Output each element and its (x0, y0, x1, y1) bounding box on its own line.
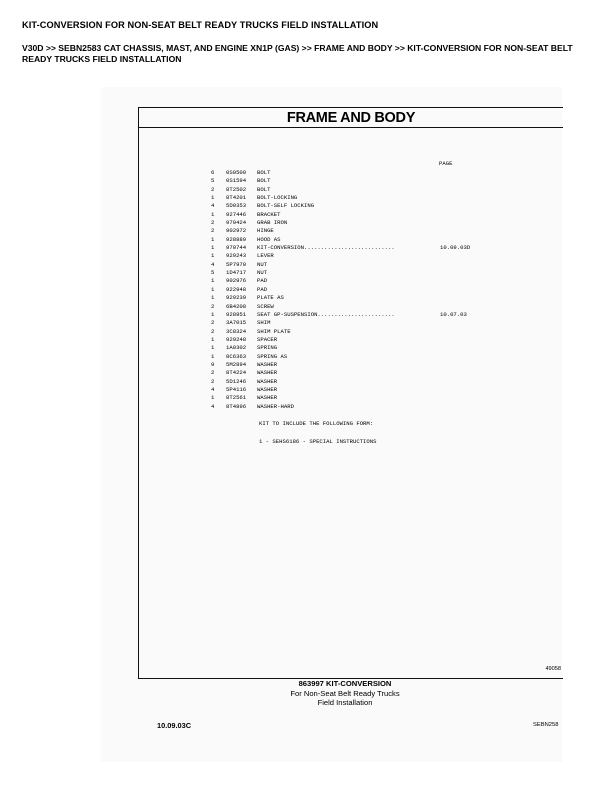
part-qty: 2 (211, 219, 215, 227)
caption-subtitle-2: Field Installation (317, 698, 373, 707)
part-description: SPACER (257, 335, 278, 343)
part-number: 8T2502 (226, 185, 247, 193)
part-qty: 1 (211, 244, 215, 252)
part-qty: 5 (211, 269, 215, 277)
part-qty: 5 (211, 177, 215, 185)
part-description: NUT (257, 260, 268, 268)
caption-subtitle: For Non-Seat Belt Ready Trucks (290, 688, 400, 698)
part-number: 8T4224 (226, 369, 247, 377)
part-number: 922948 (226, 285, 247, 293)
part-description: KIT-CONVERSION........................... (257, 244, 395, 252)
part-qty: 4 (211, 385, 215, 393)
section-title: FRAME AND BODY (286, 110, 416, 126)
part-qty: 4 (211, 260, 215, 268)
part-number: 5D0353 (226, 202, 247, 210)
part-description: GRAB IRON (257, 219, 288, 227)
part-number: 3A7015 (226, 319, 247, 327)
part-number: 8C6363 (226, 352, 247, 360)
part-number: 929248 (226, 335, 247, 343)
part-description: BOLT (257, 169, 271, 176)
part-qty: 6 (211, 169, 215, 176)
part-qty: 4 (211, 202, 215, 210)
part-qty: 2 (211, 319, 215, 327)
part-number: 5D1246 (226, 377, 247, 385)
part-number: 5M2894 (226, 360, 247, 368)
part-number: 929239 (226, 294, 247, 302)
part-qty: 1 (211, 294, 215, 302)
part-qty: 1 (211, 277, 215, 285)
part-qty: 1 (211, 194, 215, 202)
part-number: 5P4116 (226, 385, 247, 393)
part-description: SCREW (257, 302, 274, 310)
part-qty: 1 (211, 210, 215, 218)
figure-number: 49058 (545, 666, 561, 672)
form-line: 1 - SEHS6186 - SPECIAL INSTRUCTIONS (259, 438, 377, 445)
part-description: BOLT-SELF LOCKING (257, 202, 315, 210)
part-number: 928889 (226, 235, 247, 243)
part-description: WASHER (257, 360, 278, 368)
page-title: KIT-CONVERSION FOR NON-SEAT BELT READY TRUCKS FIELD INSTALLATION (22, 20, 379, 30)
part-description: SHIM PLATE (257, 327, 291, 335)
parts-frame (138, 107, 563, 679)
part-number: 927446 (226, 210, 247, 218)
part-qty: 4 (211, 402, 215, 410)
part-description: SHIM (257, 319, 271, 327)
part-description: NUT (257, 269, 268, 277)
part-description: PLATE AS (257, 294, 284, 302)
part-qty: 2 (211, 369, 215, 377)
part-description: SEAT GP-SUSPENSION....................... (257, 310, 395, 318)
part-number: 929243 (226, 252, 247, 260)
part-number: 1A0302 (226, 344, 247, 352)
part-qty: 2 (211, 302, 215, 310)
part-number: 0S0509 (226, 169, 247, 176)
part-qty: 9 (211, 360, 215, 368)
part-qty: 1 (211, 335, 215, 343)
part-number: 8T2561 (226, 394, 247, 402)
part-qty: 1 (211, 344, 215, 352)
part-qty: 1 (211, 252, 215, 260)
part-qty: 2 (211, 327, 215, 335)
part-description: SPRING (257, 344, 278, 352)
part-number: 902976 (226, 277, 247, 285)
part-description: WASHER-HARD (257, 402, 294, 410)
caption-title: 863997 KIT-CONVERSION (298, 679, 392, 688)
part-qty: 2 (211, 377, 215, 385)
part-description: WASHER (257, 394, 278, 402)
footer-page-ref: 10.09.03C (157, 721, 192, 730)
part-description: LEVER (257, 252, 274, 260)
part-description: WASHER (257, 369, 278, 377)
part-number: 1D4717 (226, 269, 247, 277)
part-number: 8T4896 (226, 402, 247, 410)
part-qty: 2 (211, 185, 215, 193)
part-qty: 1 (211, 352, 215, 360)
part-number: 0S1594 (226, 177, 247, 185)
part-qty: 1 (211, 285, 215, 293)
part-description: BOLT (257, 185, 271, 193)
footer-doc-ref: SEBN258 (533, 722, 559, 728)
part-number: 970744 (226, 244, 247, 252)
part-number: 8T4201 (226, 194, 247, 202)
title-divider (139, 127, 563, 128)
part-number: 970424 (226, 219, 247, 227)
part-page-ref: 10.07.03 (440, 310, 467, 318)
figure-caption (260, 679, 430, 708)
part-description: WASHER (257, 377, 278, 385)
part-qty: 2 (211, 227, 215, 235)
part-number: 3C8324 (226, 327, 247, 335)
part-description: PAD (257, 277, 268, 285)
part-description: BOLT (257, 177, 271, 185)
part-number: 5P7970 (226, 260, 247, 268)
breadcrumb: V30D >> SEBN2583 CAT CHASSIS, MAST, AND ENGINE XN1P (GAS) >> FRAME AND BODY >> KIT-CONVERSION FOR NON-SEAT BELT READY TRUCKS FIELD INSTALLATION (22, 43, 573, 64)
kit-note: KIT TO INCLUDE THE FOLLOWING FORM: (259, 420, 374, 427)
part-description: BRACKET (257, 210, 281, 218)
part-page-ref: 10.09.03D (440, 244, 471, 252)
part-number: 6B4208 (226, 302, 247, 310)
part-qty: 1 (211, 394, 215, 402)
part-description: HOOD AS (257, 235, 281, 243)
part-qty: 1 (211, 235, 215, 243)
part-qty: 1 (211, 310, 215, 318)
page-column-header: PAGE (439, 160, 453, 167)
part-number: 902972 (226, 227, 247, 235)
part-number: 928951 (226, 310, 247, 318)
part-description: WASHER (257, 385, 278, 393)
part-description: SPRING AS (257, 352, 288, 360)
part-description: HINGE (257, 227, 274, 235)
part-description: BOLT-LOCKING (257, 194, 298, 202)
part-description: PAD (257, 285, 268, 293)
